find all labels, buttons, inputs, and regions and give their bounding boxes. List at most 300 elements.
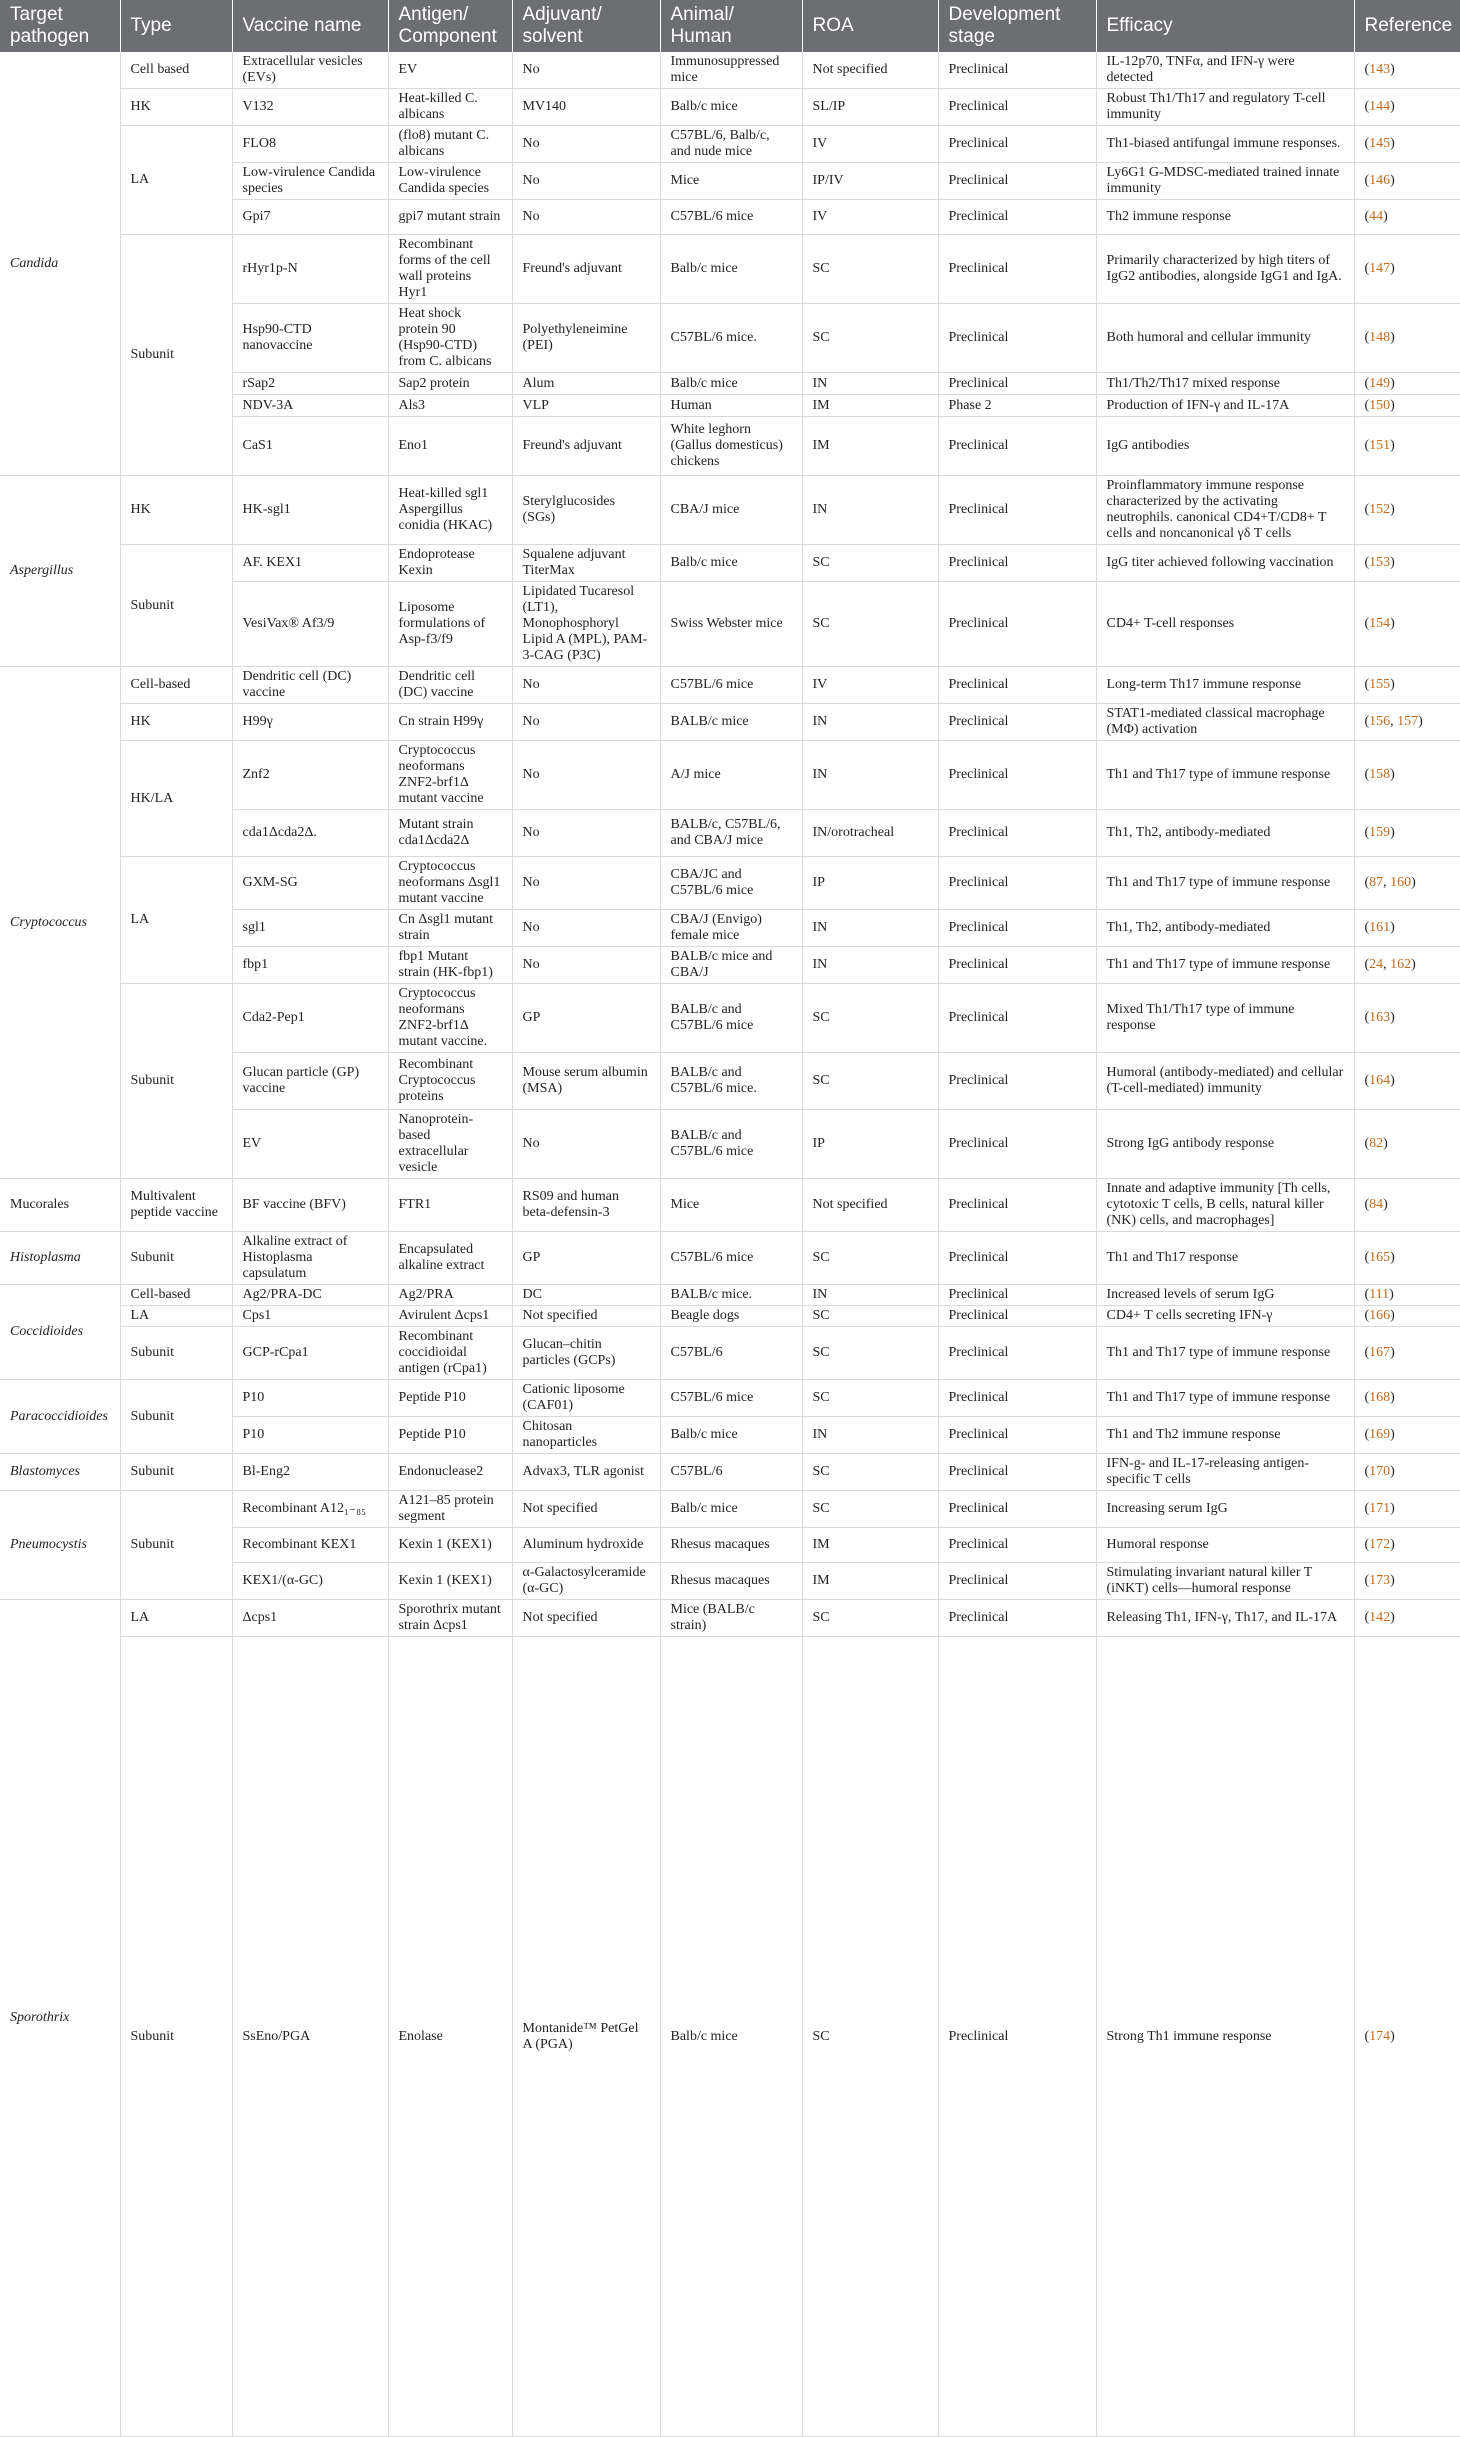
- cell-pathogen: Aspergillus: [0, 476, 120, 667]
- cell-animal: BALB/c and C57BL/6 mice: [660, 1110, 802, 1179]
- ref-paren-close: ): [1390, 1390, 1395, 1405]
- cell-type: HK: [120, 476, 232, 545]
- ref-paren-open: (: [1364, 616, 1370, 631]
- cell-stage: Preclinical: [938, 1637, 1096, 2437]
- cell-stage: Preclinical: [938, 1563, 1096, 1600]
- cell-animal: BALB/c mice: [660, 704, 802, 741]
- cell-efficacy: Stimulating invariant natural killer T (iNKT) cells—humoral response: [1096, 1563, 1354, 1600]
- cell-efficacy: Ly6G1 G-MDSC-mediated trained innate immunity: [1096, 163, 1354, 200]
- cell-adjuvant: VLP: [512, 395, 660, 417]
- cell-stage: Preclinical: [938, 1380, 1096, 1417]
- cell-stage: Preclinical: [938, 1053, 1096, 1110]
- cell-stage: Preclinical: [938, 810, 1096, 857]
- cell-reference: [1354, 1306, 1460, 1327]
- cell-reference: [1354, 1637, 1460, 2437]
- cell-stage: Preclinical: [938, 947, 1096, 984]
- cell-animal: CBA/JC and C57BL/6 mice: [660, 857, 802, 910]
- cell-adjuvant: No: [512, 52, 660, 89]
- ref-paren-open: (: [1364, 1250, 1370, 1265]
- cell-adjuvant: Freund's adjuvant: [512, 417, 660, 476]
- cell-vaccine-name: FLO8: [232, 126, 388, 163]
- ref-paren-open: (: [1364, 1010, 1370, 1025]
- cell-antigen: EV: [388, 52, 512, 89]
- ref-number: 111: [1369, 1287, 1390, 1302]
- cell-roa: IN: [802, 704, 938, 741]
- ref-number: 151: [1369, 438, 1391, 453]
- cell-adjuvant: Aluminum hydroxide: [512, 1528, 660, 1563]
- cell-animal: Human: [660, 395, 802, 417]
- cell-vaccine-name: Cda2-Pep1: [232, 984, 388, 1053]
- cell-stage: Preclinical: [938, 89, 1096, 126]
- ref-paren-close: ): [1390, 2028, 1395, 2044]
- cell-efficacy: Th1-biased antifungal immune responses.: [1096, 126, 1354, 163]
- ref-paren-open: (: [1364, 2028, 1370, 2044]
- cell-roa: Not specified: [802, 1179, 938, 1232]
- cell-vaccine-name: Bl-Eng2: [232, 1454, 388, 1491]
- cell-stage: Preclinical: [938, 1232, 1096, 1285]
- ref-paren-close: ): [1390, 1250, 1395, 1265]
- cell-animal: C57BL/6 mice: [660, 667, 802, 704]
- cell-antigen: Heat-killed sgl1 Aspergillus conidia (HKAC): [388, 476, 512, 545]
- cell-stage: Preclinical: [938, 1528, 1096, 1563]
- cell-stage: Preclinical: [938, 1306, 1096, 1327]
- ref-number: 147: [1369, 261, 1391, 276]
- cell-efficacy: Innate and adaptive immunity [Th cells, cytotoxic T cells, B cells, natural killer (NK) cells, and macrophages]: [1096, 1179, 1354, 1232]
- ref-paren-close: ): [1390, 825, 1395, 840]
- cell-reference: [1354, 1179, 1460, 1232]
- table-row: [0, 741, 1460, 810]
- ref-paren-close: ): [1390, 261, 1395, 276]
- table-row: [0, 1637, 1460, 2437]
- ref-paren-open: (: [1364, 1345, 1370, 1360]
- cell-roa: IN: [802, 1417, 938, 1454]
- ref-paren-close: ): [1390, 920, 1395, 935]
- cell-roa: IV: [802, 126, 938, 163]
- header-type: Type: [120, 0, 232, 52]
- cell-animal: CBA/J (Envigo) female mice: [660, 910, 802, 947]
- cell-roa: SC: [802, 1053, 938, 1110]
- cell-adjuvant: Freund's adjuvant: [512, 235, 660, 304]
- cell-efficacy: Humoral (antibody-mediated) and cellular (T-cell-mediated) immunity: [1096, 1053, 1354, 1110]
- cell-roa: SC: [802, 304, 938, 373]
- cell-animal: C57BL/6: [660, 1327, 802, 1380]
- cell-adjuvant: Not specified: [512, 1491, 660, 1528]
- cell-animal: C57BL/6 mice: [660, 1232, 802, 1285]
- ref-number: 170: [1369, 1464, 1391, 1479]
- cell-animal: BALB/c, C57BL/6, and CBA/J mice: [660, 810, 802, 857]
- cell-animal: BALB/c mice.: [660, 1285, 802, 1306]
- ref-paren-close: ): [1390, 767, 1395, 782]
- cell-efficacy: IFN-g- and IL-17-releasing antigen-specific T cells: [1096, 1454, 1354, 1491]
- cell-adjuvant: Lipidated Tucaresol (LT1), Monophosphoryl Lipid A (MPL), PAM-3-CAG (P3C): [512, 582, 660, 667]
- cell-roa: IN: [802, 910, 938, 947]
- cell-roa: SL/IP: [802, 89, 938, 126]
- table-body: [0, 52, 1460, 2437]
- cell-antigen: Heat-killed C. albicans: [388, 89, 512, 126]
- ref-number: 173: [1369, 1573, 1391, 1588]
- table-row: [0, 126, 1460, 163]
- cell-antigen: Mutant strain cda1Δcda2Δ: [388, 810, 512, 857]
- cell-roa: IM: [802, 1528, 938, 1563]
- cell-vaccine-name: VesiVax® Af3/9: [232, 582, 388, 667]
- cell-type: Cell based: [120, 52, 232, 89]
- cell-efficacy: Th1 and Th17 type of immune response: [1096, 947, 1354, 984]
- ref-paren-open: (: [1364, 261, 1370, 276]
- cell-vaccine-name: P10: [232, 1380, 388, 1417]
- ref-number: 87: [1369, 875, 1384, 890]
- cell-vaccine-name: Glucan particle (GP) vaccine: [232, 1053, 388, 1110]
- cell-roa: IM: [802, 395, 938, 417]
- cell-reference: [1354, 1380, 1460, 1417]
- cell-efficacy: Strong Th1 immune response: [1096, 1637, 1354, 2437]
- cell-reference: [1354, 1528, 1460, 1563]
- cell-roa: SC: [802, 1380, 938, 1417]
- ref-paren-open: (: [1364, 375, 1370, 391]
- cell-stage: Preclinical: [938, 545, 1096, 582]
- ref-paren-close: ): [1390, 1427, 1395, 1442]
- cell-type: Subunit: [120, 235, 232, 476]
- cell-reference: [1354, 89, 1460, 126]
- cell-antigen: Recombinant Cryptococcus proteins: [388, 1053, 512, 1110]
- cell-animal: Balb/c mice: [660, 1637, 802, 2437]
- ref-paren-open: (: [1364, 714, 1370, 729]
- table-row: [0, 1380, 1460, 1417]
- cell-animal: C57BL/6 mice: [660, 200, 802, 235]
- cell-stage: Preclinical: [938, 1327, 1096, 1380]
- cell-efficacy: Th1 and Th2 immune response: [1096, 1417, 1354, 1454]
- cell-pathogen: Sporothrix: [0, 1600, 120, 2437]
- table-row: [0, 1232, 1460, 1285]
- cell-vaccine-name: Hsp90-CTD nanovaccine: [232, 304, 388, 373]
- cell-stage: Preclinical: [938, 1491, 1096, 1528]
- cell-antigen: Enolase: [388, 1637, 512, 2437]
- cell-adjuvant: No: [512, 667, 660, 704]
- ref-paren-open: (: [1364, 1501, 1370, 1516]
- cell-pathogen: Paracoccidioides: [0, 1380, 120, 1454]
- cell-animal: CBA/J mice: [660, 476, 802, 545]
- cell-antigen: Dendritic cell (DC) vaccine: [388, 667, 512, 704]
- cell-type: Subunit: [120, 1232, 232, 1285]
- table-row: [0, 545, 1460, 582]
- cell-adjuvant: No: [512, 910, 660, 947]
- cell-antigen: Low-virulence Candida species: [388, 163, 512, 200]
- cell-reference: [1354, 545, 1460, 582]
- ref-number: 172: [1369, 1537, 1391, 1552]
- cell-animal: A/J mice: [660, 741, 802, 810]
- cell-antigen: Eno1: [388, 417, 512, 476]
- cell-antigen: Sporothrix mutant strain Δcps1: [388, 1600, 512, 1637]
- ref-paren-open: (: [1364, 767, 1370, 782]
- cell-adjuvant: No: [512, 857, 660, 910]
- cell-adjuvant: No: [512, 200, 660, 235]
- cell-roa: SC: [802, 235, 938, 304]
- cell-antigen: Peptide P10: [388, 1417, 512, 1454]
- cell-antigen: Endonuclease2: [388, 1454, 512, 1491]
- cell-animal: Mice: [660, 163, 802, 200]
- cell-efficacy: Proinflammatory immune response characterized by the activating neutrophils. canonical CD4+T/CD8+ T cells and noncanonical γδ T cells: [1096, 476, 1354, 545]
- cell-stage: Preclinical: [938, 704, 1096, 741]
- cell-efficacy: Th2 immune response: [1096, 200, 1354, 235]
- ref-paren-open: (: [1364, 1073, 1370, 1088]
- cell-adjuvant: No: [512, 126, 660, 163]
- cell-adjuvant: α-Galactosylceramide (α-GC): [512, 1563, 660, 1600]
- ref-paren-close: ): [1390, 438, 1395, 453]
- cell-antigen: gpi7 mutant strain: [388, 200, 512, 235]
- cell-animal: Mice (BALB/c strain): [660, 1600, 802, 1637]
- ref-number: 159: [1369, 825, 1391, 840]
- cell-animal: Balb/c mice: [660, 235, 802, 304]
- cell-adjuvant: Not specified: [512, 1306, 660, 1327]
- cell-animal: Immunosuppressed mice: [660, 52, 802, 89]
- cell-pathogen: Coccidioides: [0, 1285, 120, 1380]
- header-adjuvant: Adjuvant/ solvent: [512, 0, 660, 52]
- cell-type: Subunit: [120, 1491, 232, 1600]
- cell-antigen: Cryptococcus neoformans Δsgl1 mutant vaccine: [388, 857, 512, 910]
- cell-efficacy: Increased levels of serum IgG: [1096, 1285, 1354, 1306]
- ref-paren-close: ): [1390, 330, 1395, 345]
- table-row: [0, 857, 1460, 910]
- cell-antigen: Als3: [388, 395, 512, 417]
- cell-vaccine-name: KEX1/(α-GC): [232, 1563, 388, 1600]
- cell-reference: [1354, 1053, 1460, 1110]
- cell-reference: [1354, 1327, 1460, 1380]
- ref-number: 157: [1397, 714, 1419, 729]
- ref-paren-open: (: [1364, 209, 1370, 224]
- cell-reference: [1354, 417, 1460, 476]
- ref-paren-open: (: [1364, 173, 1370, 188]
- cell-roa: SC: [802, 984, 938, 1053]
- cell-roa: SC: [802, 1491, 938, 1528]
- cell-antigen: FTR1: [388, 1179, 512, 1232]
- cell-animal: BALB/c and C57BL/6 mice: [660, 984, 802, 1053]
- cell-efficacy: Th1/Th2/Th17 mixed response: [1096, 373, 1354, 395]
- cell-adjuvant: Chitosan nanoparticles: [512, 1417, 660, 1454]
- cell-stage: Preclinical: [938, 304, 1096, 373]
- cell-vaccine-name: rHyr1p-N: [232, 235, 388, 304]
- cell-reference: [1354, 163, 1460, 200]
- cell-antigen: Nanoprotein-based extracellular vesicle: [388, 1110, 512, 1179]
- ref-number: 146: [1369, 173, 1391, 188]
- ref-number: 44: [1369, 209, 1384, 224]
- cell-roa: IN: [802, 947, 938, 984]
- cell-animal: BALB/c and C57BL/6 mice.: [660, 1053, 802, 1110]
- cell-type: Cell-based: [120, 1285, 232, 1306]
- cell-antigen: Sap2 protein: [388, 373, 512, 395]
- ref-paren-open: (: [1364, 825, 1370, 840]
- cell-efficacy: IgG titer achieved following vaccination: [1096, 545, 1354, 582]
- cell-roa: IM: [802, 417, 938, 476]
- cell-stage: Preclinical: [938, 1110, 1096, 1179]
- ref-number: 150: [1369, 397, 1391, 413]
- cell-antigen: Recombinant coccidioidal antigen (rCpa1): [388, 1327, 512, 1380]
- cell-pathogen: Blastomyces: [0, 1454, 120, 1491]
- cell-efficacy: Th1 and Th17 type of immune response: [1096, 1327, 1354, 1380]
- cell-stage: Preclinical: [938, 1285, 1096, 1306]
- table-row: [0, 667, 1460, 704]
- cell-stage: Preclinical: [938, 857, 1096, 910]
- ref-number: 24: [1369, 957, 1384, 972]
- ref-paren-open: (: [1364, 1573, 1370, 1588]
- cell-roa: IV: [802, 667, 938, 704]
- cell-antigen: Cn strain H99γ: [388, 704, 512, 741]
- cell-efficacy: STAT1-mediated classical macrophage (MΦ) activation: [1096, 704, 1354, 741]
- cell-vaccine-name: Gpi7: [232, 200, 388, 235]
- cell-type: Subunit: [120, 1637, 232, 2437]
- cell-type: HK: [120, 704, 232, 741]
- ref-number: 160: [1390, 875, 1412, 890]
- ref-number: 152: [1369, 502, 1391, 517]
- cell-efficacy: CD4+ T cells secreting IFN-γ: [1096, 1306, 1354, 1327]
- cell-adjuvant: Squalene adjuvant TiterMax: [512, 545, 660, 582]
- cell-stage: Preclinical: [938, 373, 1096, 395]
- ref-paren-close: ): [1390, 1610, 1395, 1625]
- ref-paren-close: ): [1390, 677, 1395, 692]
- ref-number: 163: [1369, 1010, 1391, 1025]
- cell-type: LA: [120, 1600, 232, 1637]
- ref-number: 143: [1369, 62, 1391, 77]
- ref-paren-close: ): [1390, 502, 1395, 517]
- cell-adjuvant: No: [512, 704, 660, 741]
- cell-reference: [1354, 857, 1460, 910]
- cell-reference: [1354, 200, 1460, 235]
- ref-number: 171: [1369, 1501, 1391, 1516]
- ref-number: 145: [1369, 136, 1391, 151]
- cell-animal: Balb/c mice: [660, 1417, 802, 1454]
- cell-animal: C57BL/6: [660, 1454, 802, 1491]
- cell-adjuvant: Polyethyleneimine (PEI): [512, 304, 660, 373]
- cell-efficacy: Th1 and Th17 type of immune response: [1096, 1380, 1354, 1417]
- cell-stage: Preclinical: [938, 126, 1096, 163]
- ref-paren-close: ): [1383, 1136, 1388, 1151]
- cell-pathogen: Cryptococcus: [0, 667, 120, 1179]
- cell-roa: IV: [802, 200, 938, 235]
- ref-paren-close: ): [1390, 616, 1395, 631]
- cell-reference: [1354, 1110, 1460, 1179]
- cell-reference: [1354, 810, 1460, 857]
- cell-roa: IN: [802, 741, 938, 810]
- cell-antigen: Avirulent Δcps1: [388, 1306, 512, 1327]
- cell-antigen: Ag2/PRA: [388, 1285, 512, 1306]
- cell-reference: [1354, 1491, 1460, 1528]
- cell-vaccine-name: H99γ: [232, 704, 388, 741]
- ref-paren-open: (: [1364, 920, 1370, 935]
- cell-roa: IP: [802, 1110, 938, 1179]
- cell-adjuvant: Alum: [512, 373, 660, 395]
- cell-roa: SC: [802, 1232, 938, 1285]
- cell-stage: Preclinical: [938, 582, 1096, 667]
- cell-animal: Balb/c mice: [660, 89, 802, 126]
- cell-animal: Mice: [660, 1179, 802, 1232]
- cell-reference: [1354, 741, 1460, 810]
- table-row: [0, 1306, 1460, 1327]
- cell-type: Subunit: [120, 1380, 232, 1454]
- ref-number: 164: [1369, 1073, 1391, 1088]
- table-row: [0, 704, 1460, 741]
- ref-paren-close: ): [1390, 1537, 1395, 1552]
- cell-adjuvant: DC: [512, 1285, 660, 1306]
- table-row: [0, 984, 1460, 1053]
- cell-vaccine-name: CaS1: [232, 417, 388, 476]
- ref-paren-open: (: [1364, 1390, 1370, 1405]
- cell-reference: [1354, 476, 1460, 545]
- cell-type: Subunit: [120, 1327, 232, 1380]
- ref-paren-open: (: [1364, 1287, 1370, 1302]
- cell-vaccine-name: cda1Δcda2Δ.: [232, 810, 388, 857]
- cell-reference: [1354, 984, 1460, 1053]
- cell-vaccine-name: Alkaline extract of Histoplasma capsulatum: [232, 1232, 388, 1285]
- cell-stage: Preclinical: [938, 741, 1096, 810]
- cell-type: Subunit: [120, 1454, 232, 1491]
- ref-paren-close: ): [1390, 1010, 1395, 1025]
- cell-reference: [1354, 395, 1460, 417]
- cell-antigen: Peptide P10: [388, 1380, 512, 1417]
- table-row: [0, 1327, 1460, 1380]
- cell-reference: [1354, 1417, 1460, 1454]
- ref-number: 82: [1369, 1136, 1384, 1151]
- ref-paren-open: (: [1364, 502, 1370, 517]
- cell-efficacy: Long-term Th17 immune response: [1096, 667, 1354, 704]
- ref-paren-open: (: [1364, 330, 1370, 345]
- cell-stage: Preclinical: [938, 476, 1096, 545]
- cell-type: Subunit: [120, 984, 232, 1179]
- cell-stage: Preclinical: [938, 1600, 1096, 1637]
- cell-adjuvant: GP: [512, 1232, 660, 1285]
- header-target-pathogen: Target pathogen: [0, 0, 120, 52]
- cell-vaccine-name: Dendritic cell (DC) vaccine: [232, 667, 388, 704]
- cell-vaccine-name: sgl1: [232, 910, 388, 947]
- cell-antigen: fbp1 Mutant strain (HK-fbp1): [388, 947, 512, 984]
- ref-number: 153: [1369, 555, 1391, 570]
- cell-type: LA: [120, 1306, 232, 1327]
- ref-paren-open: (: [1364, 1427, 1370, 1442]
- header-reference: Reference: [1354, 0, 1460, 52]
- cell-roa: SC: [802, 1327, 938, 1380]
- ref-paren-open: (: [1364, 555, 1370, 570]
- ref-number: 154: [1369, 616, 1391, 631]
- table-row: [0, 1179, 1460, 1232]
- cell-efficacy: Production of IFN-γ and IL-17A: [1096, 395, 1354, 417]
- cell-reference: [1354, 667, 1460, 704]
- ref-paren-open: (: [1364, 62, 1370, 77]
- ref-paren-open: (: [1364, 1537, 1370, 1552]
- cell-adjuvant: Mouse serum albumin (MSA): [512, 1053, 660, 1110]
- cell-adjuvant: GP: [512, 984, 660, 1053]
- cell-vaccine-name: P10: [232, 1417, 388, 1454]
- cell-stage: Preclinical: [938, 1179, 1096, 1232]
- cell-efficacy: Th1, Th2, antibody-mediated: [1096, 810, 1354, 857]
- cell-vaccine-name: Low-virulence Candida species: [232, 163, 388, 200]
- cell-stage: Preclinical: [938, 1417, 1096, 1454]
- ref-paren-close: ): [1411, 957, 1416, 972]
- cell-pathogen: Candida: [0, 52, 120, 476]
- cell-adjuvant: MV140: [512, 89, 660, 126]
- cell-roa: SC: [802, 1600, 938, 1637]
- cell-adjuvant: No: [512, 1110, 660, 1179]
- cell-stage: Preclinical: [938, 984, 1096, 1053]
- cell-roa: IN: [802, 373, 938, 395]
- cell-efficacy: IL-12p70, TNFα, and IFN-γ were detected: [1096, 52, 1354, 89]
- ref-paren-close: ): [1390, 1345, 1395, 1360]
- cell-vaccine-name: Recombinant A12₁₋₈₅: [232, 1491, 388, 1528]
- ref-number: 174: [1369, 2028, 1391, 2044]
- cell-antigen: A121–85 protein segment: [388, 1491, 512, 1528]
- cell-adjuvant: Not specified: [512, 1600, 660, 1637]
- cell-adjuvant: Sterylglucosides (SGs): [512, 476, 660, 545]
- cell-antigen: Encapsulated alkaline extract: [388, 1232, 512, 1285]
- cell-pathogen: Mucorales: [0, 1179, 120, 1232]
- cell-vaccine-name: fbp1: [232, 947, 388, 984]
- cell-animal: White leghorn (Gallus domesticus) chickens: [660, 417, 802, 476]
